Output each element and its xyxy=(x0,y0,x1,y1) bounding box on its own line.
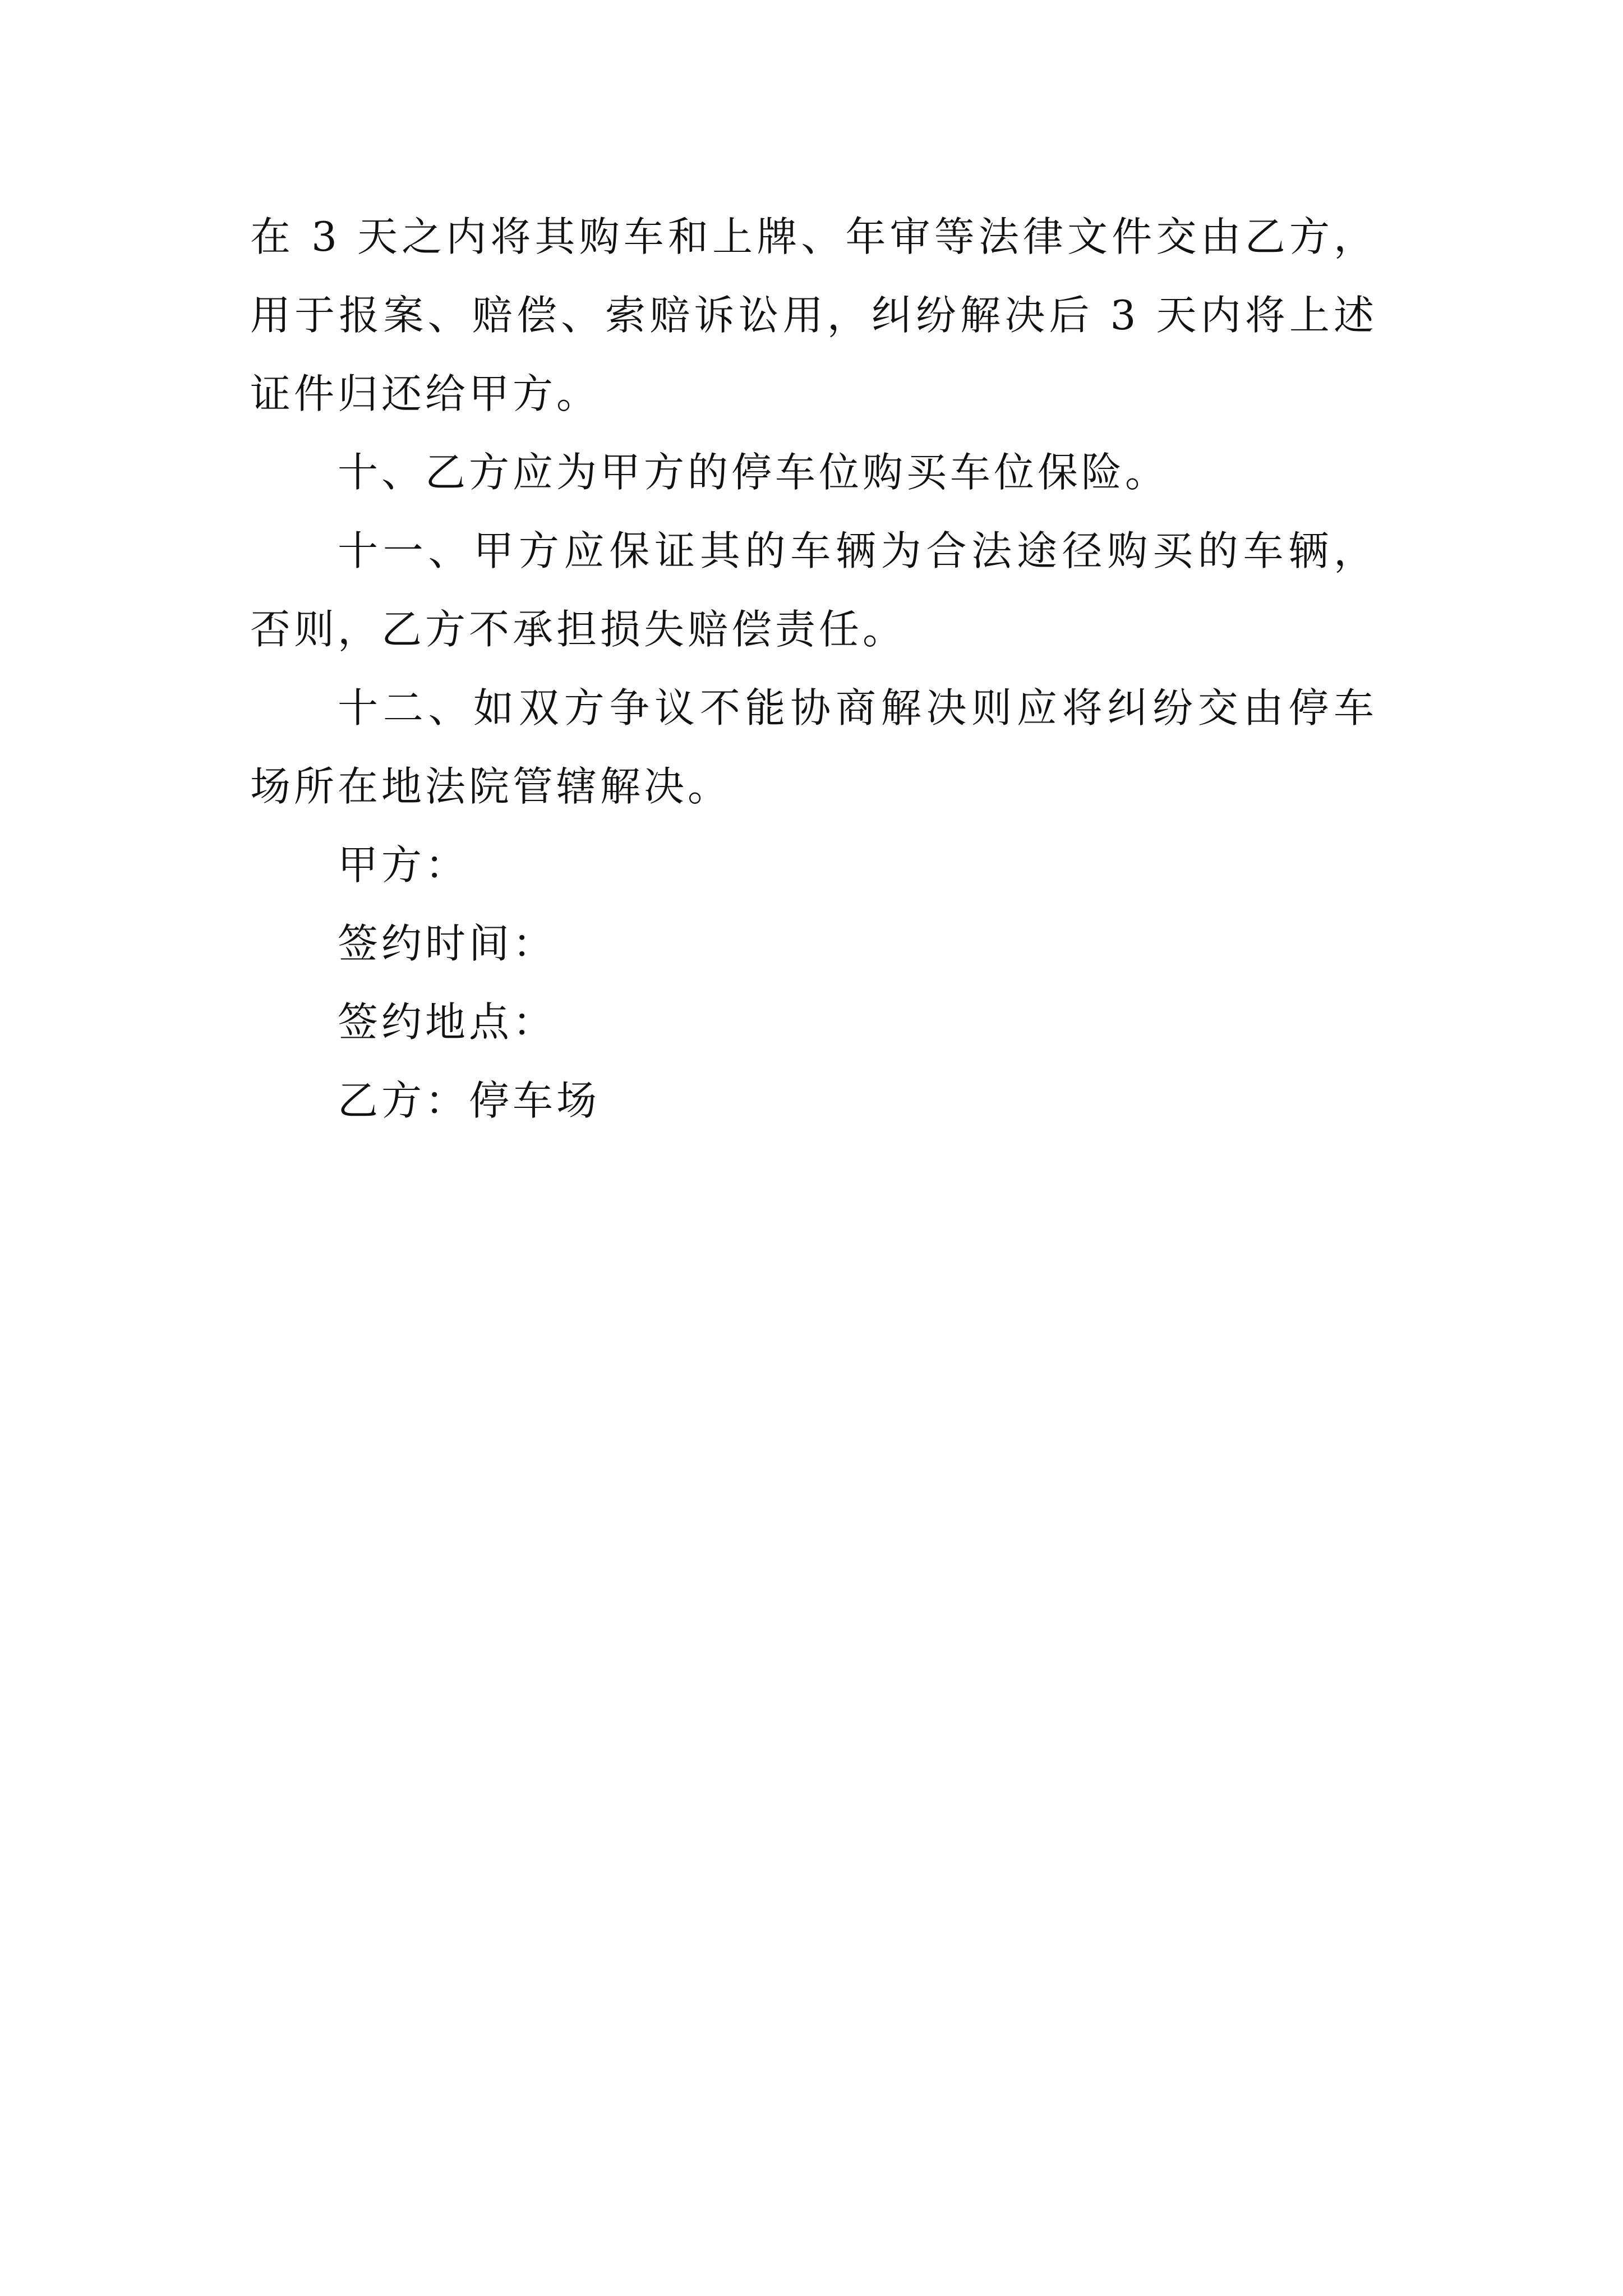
sign-time-label: 签约时间： xyxy=(338,920,557,967)
paragraph-continuation: 在 3 天之内将其购车和上牌、年审等法律文件交由乙方，用于报案、赔偿、索赔诉讼用，纠纷解决后 3 天内将上述证件归还给甲方。 xyxy=(250,213,1377,417)
party-a-label: 甲方： xyxy=(338,841,469,889)
sign-place-label: 签约地点： xyxy=(338,999,557,1046)
document-body xyxy=(250,197,1377,1140)
clause-12: 十二、如双方争议不能协商解决则应将纠纷交由停车场所在地法院管辖解决。 xyxy=(250,684,1377,810)
clause-11: 十一、甲方应保证其的车辆为合法途径购买的车辆，否则，乙方不承担损失赔偿责任。 xyxy=(250,527,1377,653)
clause-10: 十、乙方应为甲方的停车位购买车位保险。 xyxy=(338,449,1169,496)
party-b-label: 乙方：停车场 xyxy=(338,1077,601,1124)
